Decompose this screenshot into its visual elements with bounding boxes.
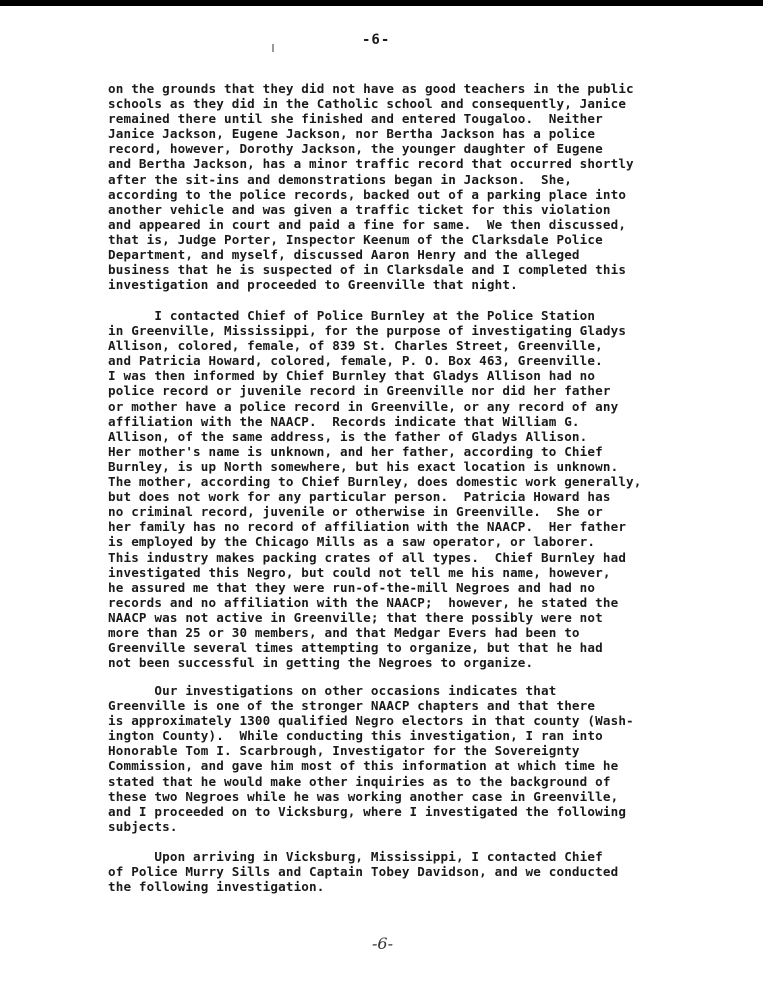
text-line: This industry makes packing crates of all types. Chief Burnley had: [108, 549, 627, 565]
text-line: affiliation with the NAACP. Records indicate that William G.: [108, 413, 580, 429]
text-line: and Patricia Howard, colored, female, P. O. Box 463, Greenville.: [108, 353, 603, 369]
margin-mark: [272, 44, 274, 52]
page-top-border: [0, 0, 763, 6]
text-line: Allison, of the same address, is the father of Gladys Allison.: [108, 428, 588, 444]
text-line: of Police Murry Sills and Captain Tobey Davidson, and we conducted: [108, 864, 619, 880]
text-line: Honorable Tom I. Scarbrough, Investigator for the Sovereignty: [108, 743, 580, 759]
text-line: but does not work for any particular person. Patricia Howard has: [108, 489, 611, 505]
text-line: investigation and proceeded to Greenville that night.: [108, 277, 518, 293]
text-line: Greenville several times attempting to organize, but that he had: [108, 640, 603, 656]
text-line: I contacted Chief of Police Burnley at the Police Station: [108, 308, 596, 323]
text-line: business that he is suspected of in Clarksdale and I completed this: [108, 262, 627, 278]
text-line: in Greenville, Mississippi, for the purpose of investigating Gladys: [108, 323, 627, 339]
text-line: and appeared in court and paid a fine for same. We then discussed,: [108, 216, 627, 232]
text-line: and I proceeded on to Vicksburg, where I investigated the following: [108, 803, 627, 819]
text-line: and Bertha Jackson, has a minor traffic record that occurred shortly: [108, 156, 634, 172]
text-line: investigated this Negro, but could not tell me his name, however,: [108, 564, 611, 580]
text-line: after the sit-ins and demonstrations began in Jackson. She,: [108, 171, 572, 187]
text-line: Janice Jackson, Eugene Jackson, nor Bertha Jackson has a police: [108, 126, 596, 142]
text-line: Burnley, is up North somewhere, but his exact location is unknown.: [108, 458, 619, 474]
text-line: Our investigations on other occasions indicates that: [108, 683, 557, 698]
text-line: I was then informed by Chief Burnley that Gladys Allison had no: [108, 368, 596, 384]
text-line: stated that he would make other inquiries as to the background of: [108, 773, 611, 789]
text-line: Her mother's name is unknown, and her father, according to Chief: [108, 443, 603, 459]
paragraph-1: [108, 81, 728, 292]
text-line: the following investigation.: [108, 879, 325, 895]
text-line: another vehicle and was given a traffic ticket for this violation: [108, 201, 611, 217]
text-line: not been successful in getting the Negroes to organize.: [108, 655, 534, 671]
text-line: record, however, Dorothy Jackson, the younger daughter of Eugene: [108, 141, 603, 157]
text-line: more than 25 or 30 members, and that Medgar Evers had been to: [108, 624, 580, 640]
text-line: records and no affiliation with the NAACP; however, he stated the: [108, 594, 619, 610]
text-line: is employed by the Chicago Mills as a saw operator, or laborer.: [108, 534, 596, 550]
text-line: Allison, colored, female, of 839 St. Charles Street, Greenville,: [108, 338, 603, 354]
text-line: or mother have a police record in Greenville, or any record of any: [108, 398, 619, 414]
text-line: ington County). While conducting this investigation, I ran into: [108, 728, 603, 744]
paragraph-3: [108, 683, 728, 834]
text-line: that is, Judge Porter, Inspector Keenum of the Clarksdale Police: [108, 231, 603, 247]
text-line: he assured me that they were run-of-the-mill Negroes and had no: [108, 579, 596, 595]
text-line: on the grounds that they did not have as good teachers in the public: [108, 81, 634, 96]
text-line: schools as they did in the Catholic school and consequently, Janice: [108, 96, 627, 112]
text-line: police record or juvenile record in Greenville nor did her father: [108, 383, 611, 399]
paragraph-4: [108, 849, 728, 894]
text-line: Upon arriving in Vicksburg, Mississippi, I contacted Chief: [108, 849, 603, 864]
text-line: according to the police records, backed out of a parking place into: [108, 186, 627, 202]
text-line: Commission, and gave him most of this information at which time he: [108, 758, 619, 774]
page-number: -6-: [362, 32, 391, 48]
text-line: remained there until she finished and entered Tougaloo. Neither: [108, 111, 603, 127]
text-line: subjects.: [108, 818, 178, 834]
text-line: The mother, according to Chief Burnley, does domestic work generally,: [108, 474, 642, 490]
text-line: NAACP was not active in Greenville; that there possibly were not: [108, 609, 603, 625]
text-line: is approximately 1300 qualified Negro electors in that county (Wash-: [108, 713, 634, 729]
footer-page-number: -6-: [372, 934, 393, 953]
text-line: Greenville is one of the stronger NAACP chapters and that there: [108, 698, 596, 714]
text-line: her family has no record of affiliation with the NAACP. Her father: [108, 519, 627, 535]
text-line: Department, and myself, discussed Aaron Henry and the alleged: [108, 247, 580, 263]
text-line: these two Negroes while he was working another case in Greenville,: [108, 788, 619, 804]
text-line: no criminal record, juvenile or otherwise in Greenville. She or: [108, 504, 603, 520]
paragraph-2: [108, 308, 728, 670]
